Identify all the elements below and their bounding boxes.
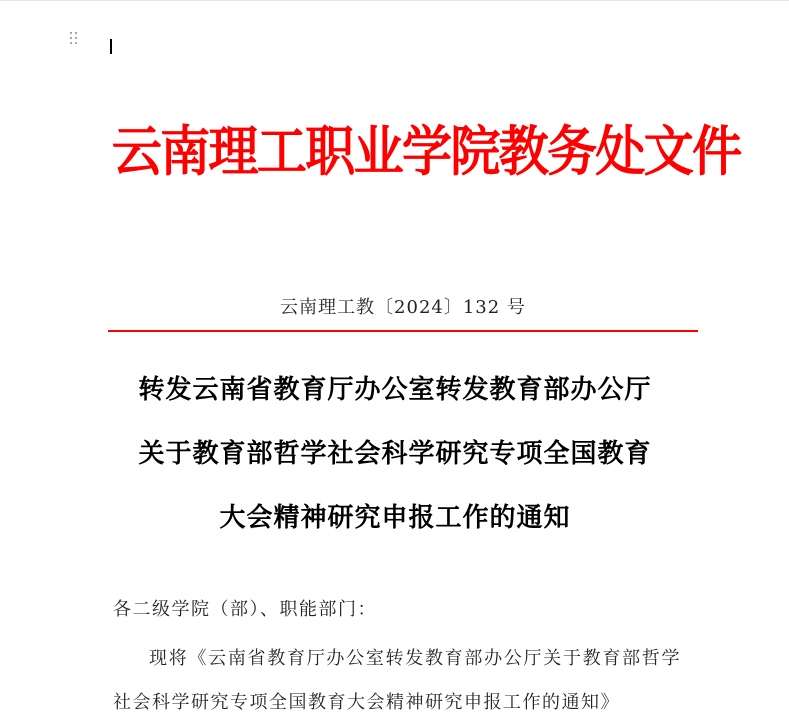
document-title-line-1: 转发云南省教育厅办公室转发教育部办公厅 (138, 375, 652, 405)
text-cursor (110, 39, 112, 54)
document-number: 云南理工教〔2024〕132 号 (280, 297, 526, 318)
salutation: 各二级学院（部）、职能部门： (113, 599, 377, 620)
red-divider-rule (108, 330, 698, 332)
document-red-header: 云南理工职业学院教务处文件 (111, 120, 741, 183)
document-title-line-2: 关于教育部哲学社会科学研究专项全国教育 (138, 439, 652, 469)
drag-handle-icon[interactable] (68, 31, 80, 47)
document-title-line-3: 大会精神研究申报工作的通知 (219, 503, 571, 533)
body-paragraph: 现将《云南省教育厅办公室转发教育部办公厅关于教育部哲学社会科学研究专项全国教育大会精神研究申报工作的通知》 (113, 648, 681, 713)
